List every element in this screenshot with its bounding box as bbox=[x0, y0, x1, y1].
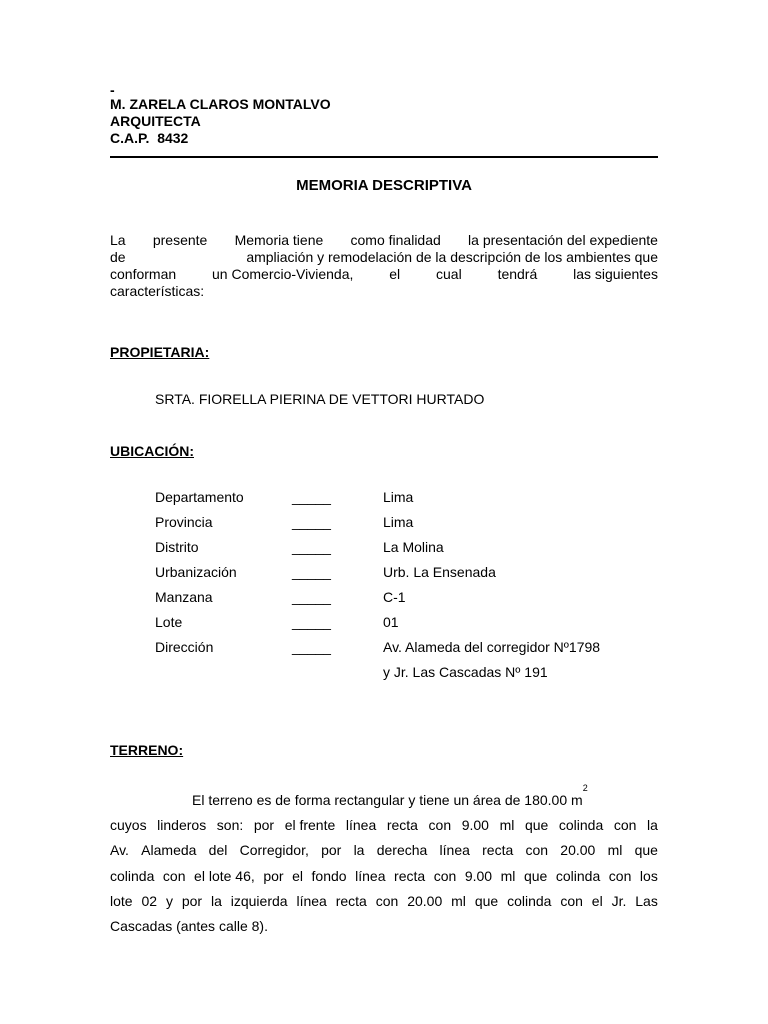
location-separator: _____ bbox=[292, 639, 331, 655]
terrain-text: Cascadas (antes calle 8). bbox=[110, 917, 268, 934]
location-value: Av. Alameda del corregidor Nº1798 bbox=[383, 639, 601, 655]
intro-word: ampliación y remodelación de la descripción de los ambientes que bbox=[246, 249, 658, 265]
architect-name: M. ZARELA CLAROS MONTALVO bbox=[110, 96, 331, 112]
terrain-word: ml bbox=[500, 867, 516, 884]
terrain-word: colinda bbox=[555, 867, 601, 884]
location-label: Provincia bbox=[155, 514, 213, 530]
letterhead bbox=[110, 84, 331, 147]
terrain-word: recta bbox=[394, 867, 426, 884]
intro-word: La bbox=[110, 232, 126, 248]
intro-word: cual bbox=[436, 266, 462, 282]
terrain-word: cuyos bbox=[110, 817, 147, 834]
location-separator: _____ bbox=[292, 564, 331, 580]
terrain-word: Corregidor, bbox=[239, 842, 309, 859]
terrain-word: que bbox=[634, 842, 658, 859]
terrain-word: con bbox=[375, 892, 399, 909]
intro-word: conforman bbox=[110, 266, 177, 282]
terrain-word: la bbox=[353, 842, 365, 859]
terrain-word: ml bbox=[499, 817, 515, 834]
terrain-word: colinda bbox=[110, 867, 155, 884]
letterhead-dash: - bbox=[110, 82, 115, 98]
intro-word: presente bbox=[152, 232, 208, 248]
terrain-word: del bbox=[208, 842, 228, 859]
terrain-indent bbox=[110, 788, 192, 813]
location-address-continuation: y Jr. Las Cascadas Nº 191 bbox=[383, 664, 548, 680]
terrain-word: con bbox=[560, 892, 583, 909]
document-title: MEMORIA DESCRIPTIVA bbox=[296, 177, 472, 194]
intro-word: características: bbox=[110, 283, 205, 299]
intro-paragraph bbox=[110, 232, 658, 300]
terrain-line bbox=[110, 783, 658, 813]
terrain-word: la bbox=[647, 817, 658, 834]
intro-line bbox=[110, 249, 658, 266]
location-separator: _____ bbox=[292, 614, 331, 630]
header-rule bbox=[110, 156, 658, 158]
terrain-word: línea bbox=[439, 842, 470, 859]
terrain-word: colinda bbox=[507, 892, 552, 909]
terrain-word: Jr. bbox=[611, 892, 627, 909]
terrain-word: 20.00 bbox=[560, 842, 596, 859]
terrain-word: Alameda bbox=[141, 842, 197, 859]
terrain-word: el bbox=[292, 867, 303, 884]
terrain-word: línea bbox=[296, 892, 327, 909]
terrain-word: línea bbox=[355, 867, 386, 884]
terrain-word: 9.00 bbox=[461, 817, 489, 834]
intro-word: tendrá bbox=[497, 266, 538, 282]
terrain-word: con bbox=[428, 817, 452, 834]
location-value: La Molina bbox=[383, 539, 444, 555]
location-value: Lima bbox=[383, 489, 414, 505]
location-separator: _____ bbox=[292, 489, 331, 505]
terrain-word: por bbox=[181, 892, 203, 909]
intro-word: la presentación del expediente bbox=[468, 232, 658, 248]
terrain-word: con bbox=[162, 867, 186, 884]
terrain-word: 9.00 bbox=[464, 867, 493, 884]
location-value: Urb. La Ensenada bbox=[383, 564, 496, 580]
location-label: Distrito bbox=[155, 539, 199, 555]
location-separator: _____ bbox=[292, 514, 331, 530]
terrain-word: con bbox=[433, 867, 457, 884]
location-label: Dirección bbox=[155, 639, 214, 655]
location-separator: _____ bbox=[292, 539, 331, 555]
location-separator: _____ bbox=[292, 589, 331, 605]
location-value: 01 bbox=[383, 614, 399, 630]
terrain-word: línea bbox=[345, 817, 377, 834]
owner-heading: PROPIETARIA: bbox=[110, 344, 210, 360]
location-value: Lima bbox=[383, 514, 414, 530]
terrain-word: que bbox=[524, 817, 549, 834]
terrain-word: que bbox=[474, 892, 499, 909]
terrain-word: con bbox=[613, 817, 637, 834]
terrain-word: colinda bbox=[558, 817, 604, 834]
location-label: Departamento bbox=[155, 489, 244, 505]
location-heading: UBICACIÓN: bbox=[110, 443, 194, 459]
terrain-word: son: bbox=[216, 817, 244, 834]
terrain-line bbox=[110, 864, 658, 889]
terrain-heading: TERRENO: bbox=[110, 742, 184, 758]
terrain-word: por bbox=[263, 867, 284, 884]
terrain-word: izquierda bbox=[230, 892, 288, 909]
terrain-word: derecha bbox=[376, 842, 428, 859]
terrain-word: 02 bbox=[141, 892, 158, 909]
terrain-word: ml bbox=[451, 892, 466, 909]
terrain-word: fondo bbox=[311, 867, 347, 884]
intro-line bbox=[110, 232, 658, 249]
terrain-word: Av. bbox=[110, 842, 129, 859]
terrain-word: linderos bbox=[157, 817, 207, 834]
terrain-word: el lote 46, bbox=[194, 867, 255, 884]
terrain-paragraph bbox=[110, 783, 658, 939]
terrain-word: con bbox=[525, 842, 549, 859]
terrain-superscript: 2 bbox=[582, 783, 588, 793]
terrain-word: la bbox=[210, 892, 222, 909]
intro-word: de bbox=[110, 249, 126, 265]
terrain-word: recta bbox=[335, 892, 367, 909]
terrain-line bbox=[110, 914, 658, 939]
intro-line bbox=[110, 266, 658, 283]
terrain-word: y bbox=[165, 892, 173, 909]
terrain-word: recta bbox=[482, 842, 514, 859]
location-label: Lote bbox=[155, 614, 183, 630]
terrain-line bbox=[110, 889, 658, 914]
intro-line bbox=[110, 283, 658, 300]
terrain-word: que bbox=[523, 867, 548, 884]
terrain-line bbox=[110, 813, 658, 838]
terrain-word: por bbox=[321, 842, 342, 859]
terrain-text: El terreno es de forma rectangular y tiene un área de 180.00 m bbox=[192, 792, 583, 808]
intro-word: el bbox=[389, 266, 401, 282]
architect-cap: C.A.P. 8432 bbox=[110, 130, 189, 146]
location-label: Manzana bbox=[155, 589, 213, 605]
terrain-word: el frente bbox=[284, 817, 336, 834]
terrain-line bbox=[110, 838, 658, 863]
intro-word: un Comercio-Vivienda, bbox=[212, 266, 354, 282]
location-label: Urbanización bbox=[155, 564, 237, 580]
location-value: C-1 bbox=[383, 589, 406, 605]
intro-word: como finalidad bbox=[350, 232, 441, 248]
terrain-word: con bbox=[608, 867, 632, 884]
terrain-word: lote bbox=[110, 892, 133, 909]
terrain-word: ml bbox=[607, 842, 623, 859]
intro-word: las siguientes bbox=[573, 266, 658, 282]
terrain-word: recta bbox=[386, 817, 418, 834]
terrain-word: por bbox=[253, 817, 275, 834]
intro-word: Memoria tiene bbox=[234, 232, 324, 248]
architect-profession: ARQUITECTA bbox=[110, 113, 201, 129]
terrain-word: el bbox=[591, 892, 603, 909]
terrain-word: Las bbox=[635, 892, 658, 909]
owner-name: SRTA. FIORELLA PIERINA DE VETTORI HURTADO bbox=[155, 391, 485, 407]
terrain-word: 20.00 bbox=[407, 892, 443, 909]
terrain-word: los bbox=[639, 867, 658, 884]
